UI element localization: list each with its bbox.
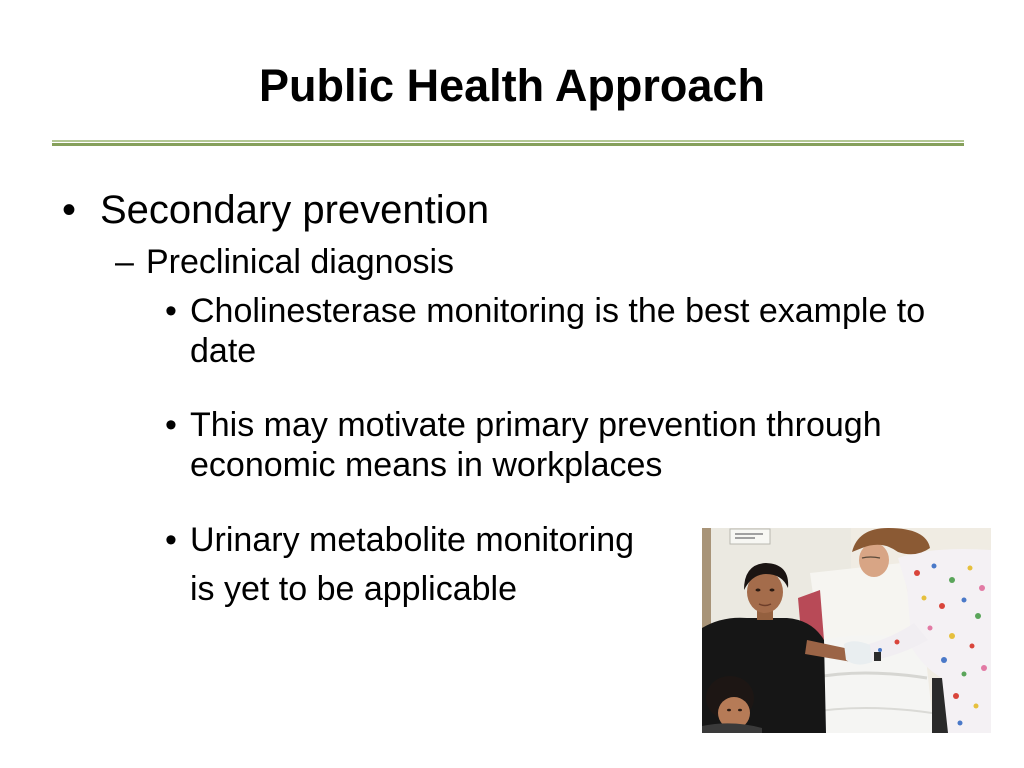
- slide-title: Public Health Approach: [259, 60, 765, 111]
- bullet-marker: •: [165, 521, 177, 559]
- wall-sign: [730, 529, 770, 544]
- bullet-text-preclinical-diagnosis: Preclinical diagnosis: [146, 243, 455, 281]
- bullet-marker: •: [165, 292, 177, 330]
- bullet-text-cholinesterase: Cholinesterase monitoring is the best example to date: [190, 292, 926, 370]
- bullet-text-motivate-prevention: This may motivate primary prevention through economic means in workplaces: [190, 406, 882, 484]
- clinic-photo-image: [702, 528, 991, 733]
- title-divider-light: [52, 140, 964, 142]
- clinic-photo: [702, 528, 991, 733]
- dash-marker: –: [115, 243, 134, 281]
- bullet-text-secondary-prevention: Secondary prevention: [100, 188, 490, 232]
- bullet-text-urinary-line1: Urinary metabolite monitoring: [190, 521, 635, 559]
- bullet-marker: •: [62, 188, 77, 232]
- bullet-marker: •: [165, 406, 177, 444]
- title-divider-dark: [52, 143, 964, 146]
- bullet-text-urinary-line2: is yet to be applicable: [190, 570, 517, 608]
